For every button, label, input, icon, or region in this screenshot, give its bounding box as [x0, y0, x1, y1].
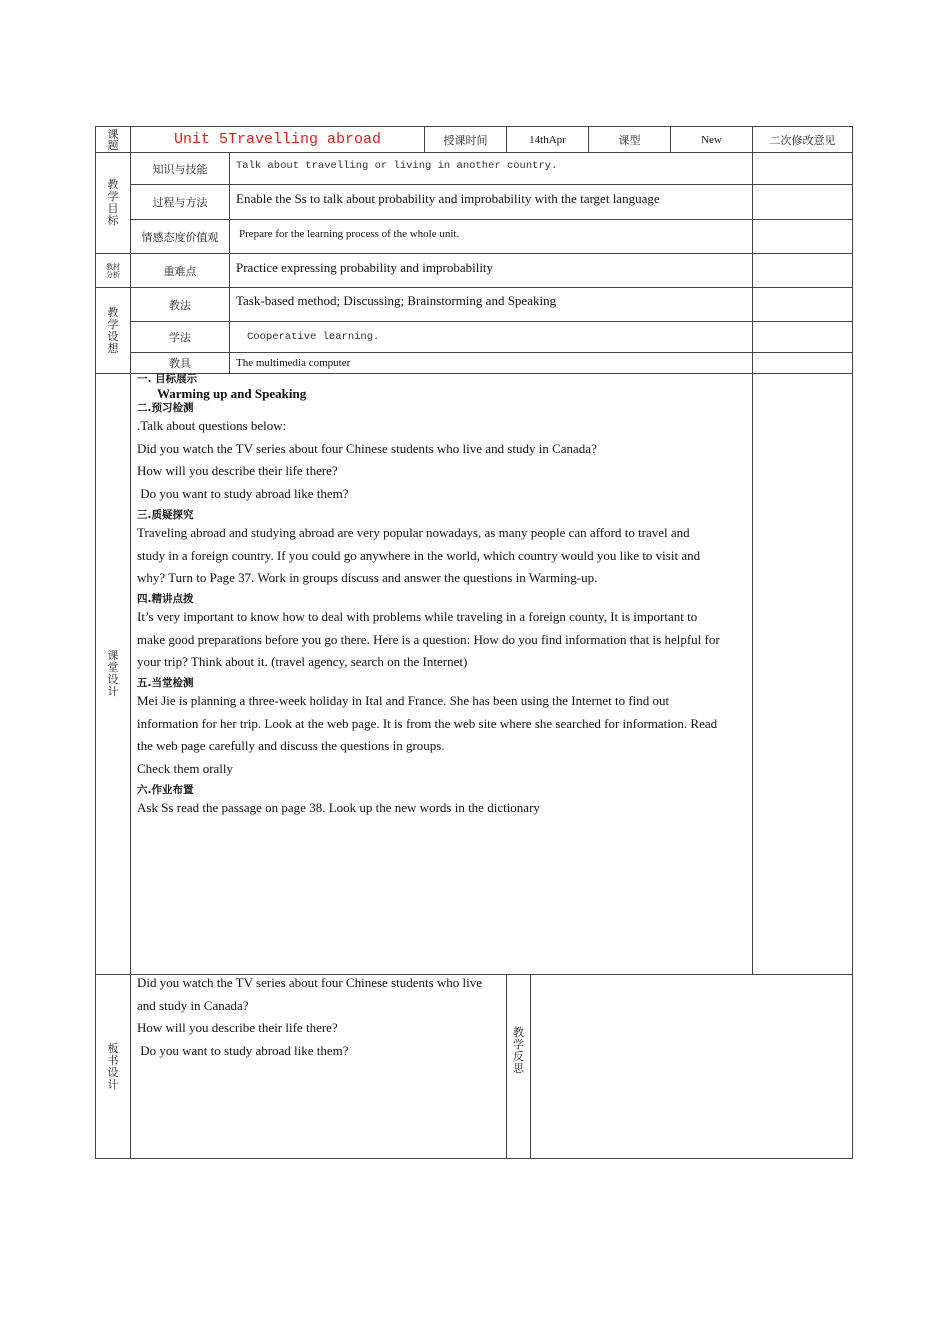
check-line: Mei Jie is planning a three-week holiday in Ital and France. She has been using the Internet to find out — [137, 693, 670, 709]
table-border-right — [852, 126, 853, 1159]
lesson-label-cell — [96, 374, 130, 974]
analysis-label-cell — [96, 254, 130, 287]
lesson-title: Unit 5Travelling abroad — [173, 131, 382, 148]
revision-label: 二次修改意见 — [769, 133, 836, 147]
section-heading-explanation: 四.精讲点拨 — [137, 592, 194, 605]
type-value: New — [701, 133, 722, 146]
board-line: Do you want to study abroad like them? — [137, 1043, 349, 1059]
teaching-aids-text: The multimedia computer — [236, 357, 351, 369]
reflection-label-cell — [507, 1027, 530, 1075]
board-label-cell — [96, 975, 130, 1158]
explanation-line: It’s very important to know how to deal with problems while traveling in a foreign county, It is important to — [137, 608, 698, 624]
lesson-label: 课堂设计 — [107, 649, 119, 698]
board-line: How will you describe their life there? — [137, 1020, 338, 1036]
board-line: and study in Canada? — [137, 997, 249, 1013]
homework-line: Ask Ss read the passage on page 38. Look up the new words in the dictionary — [137, 799, 540, 815]
objective-label-attitude: 情感态度价值观 — [141, 230, 219, 244]
objective-text-attitude: Prepare for the learning process of the whole unit. — [239, 228, 460, 240]
objective-label-process: 过程与方法 — [152, 196, 208, 209]
teaching-aids-label: 教具 — [169, 357, 191, 370]
objectives-label-cell — [96, 153, 130, 253]
key-points-label: 重难点 — [163, 264, 197, 278]
objective-text-knowledge: Talk about travelling or living in another country. — [236, 160, 558, 172]
preview-line: How will you describe their life there? — [137, 463, 338, 479]
section-heading-goals: 一. 目标展示 — [137, 373, 198, 385]
learning-method-text: Cooperative learning. — [247, 331, 380, 343]
time-value: 14thApr — [529, 133, 566, 146]
section-heading-preview: 二.预习检测 — [137, 402, 194, 414]
preview-line: Do you want to study abroad like them? — [137, 486, 349, 502]
analysis-label: 教材分析 — [106, 262, 120, 279]
objectives-label: 教学目标 — [107, 178, 119, 227]
reflection-label: 教学反思 — [513, 1026, 524, 1075]
inquiry-line: study in a foreign country. If you could go anywhere in the world, which country would you like to visit and — [137, 547, 701, 563]
board-label: 板书设计 — [107, 1041, 119, 1091]
lesson-content — [137, 373, 749, 820]
table-border-bottom — [95, 1158, 853, 1159]
explanation-line: make good preparations before you go there. Here is a question: How do you find information that is helpful for — [137, 631, 720, 647]
inquiry-line: Traveling abroad and studying abroad are very popular nowadays, as many people can afford to travel and — [137, 524, 690, 540]
preview-line: .Talk about questions below: — [137, 418, 287, 433]
section-heading-check: 五.当堂检测 — [137, 677, 194, 690]
design-label: 教学设想 — [107, 305, 119, 355]
objective-label-knowledge: 知识与技能 — [152, 162, 208, 176]
topic-label: 课题 — [107, 127, 119, 152]
check-line: the web page carefully and discuss the questions in groups. — [137, 738, 445, 754]
section-subtitle-warming-up: Warming up and Speaking — [157, 386, 307, 401]
check-line: information for her trip. Look at the web page. It is from the web site where she searched for information. Read — [137, 715, 718, 731]
explanation-line: your trip? Think about it. (travel agency, search on the Internet) — [137, 654, 468, 670]
check-line: Check them orally — [137, 761, 234, 777]
preview-line: Did you watch the TV series about four Chinese students who live and study in Canada? — [137, 440, 597, 456]
section-heading-inquiry: 三.质疑探究 — [137, 508, 194, 521]
learning-method-label: 学法 — [169, 331, 191, 344]
design-label-cell — [96, 288, 130, 373]
title-cell — [131, 127, 424, 152]
teaching-method-text: Task-based method; Discussing; Brainstorming and Speaking — [236, 293, 557, 308]
key-points-text: Practice expressing probability and improbability — [236, 259, 494, 275]
time-label: 授课时间 — [443, 133, 488, 147]
type-label: 课型 — [618, 133, 641, 147]
objective-text-process: Enable the Ss to talk about probability and improbability with the target language — [236, 191, 660, 206]
board-line: Did you watch the TV series about four Chinese students who live — [137, 975, 483, 990]
inquiry-line: why? Turn to Page 37. Work in groups discuss and answer the questions in Warming-up. — [137, 570, 598, 586]
teaching-method-label: 教法 — [169, 298, 191, 312]
topic-label-cell — [96, 127, 130, 152]
board-content — [137, 972, 503, 1063]
section-heading-homework: 六.作业布置 — [137, 783, 194, 796]
